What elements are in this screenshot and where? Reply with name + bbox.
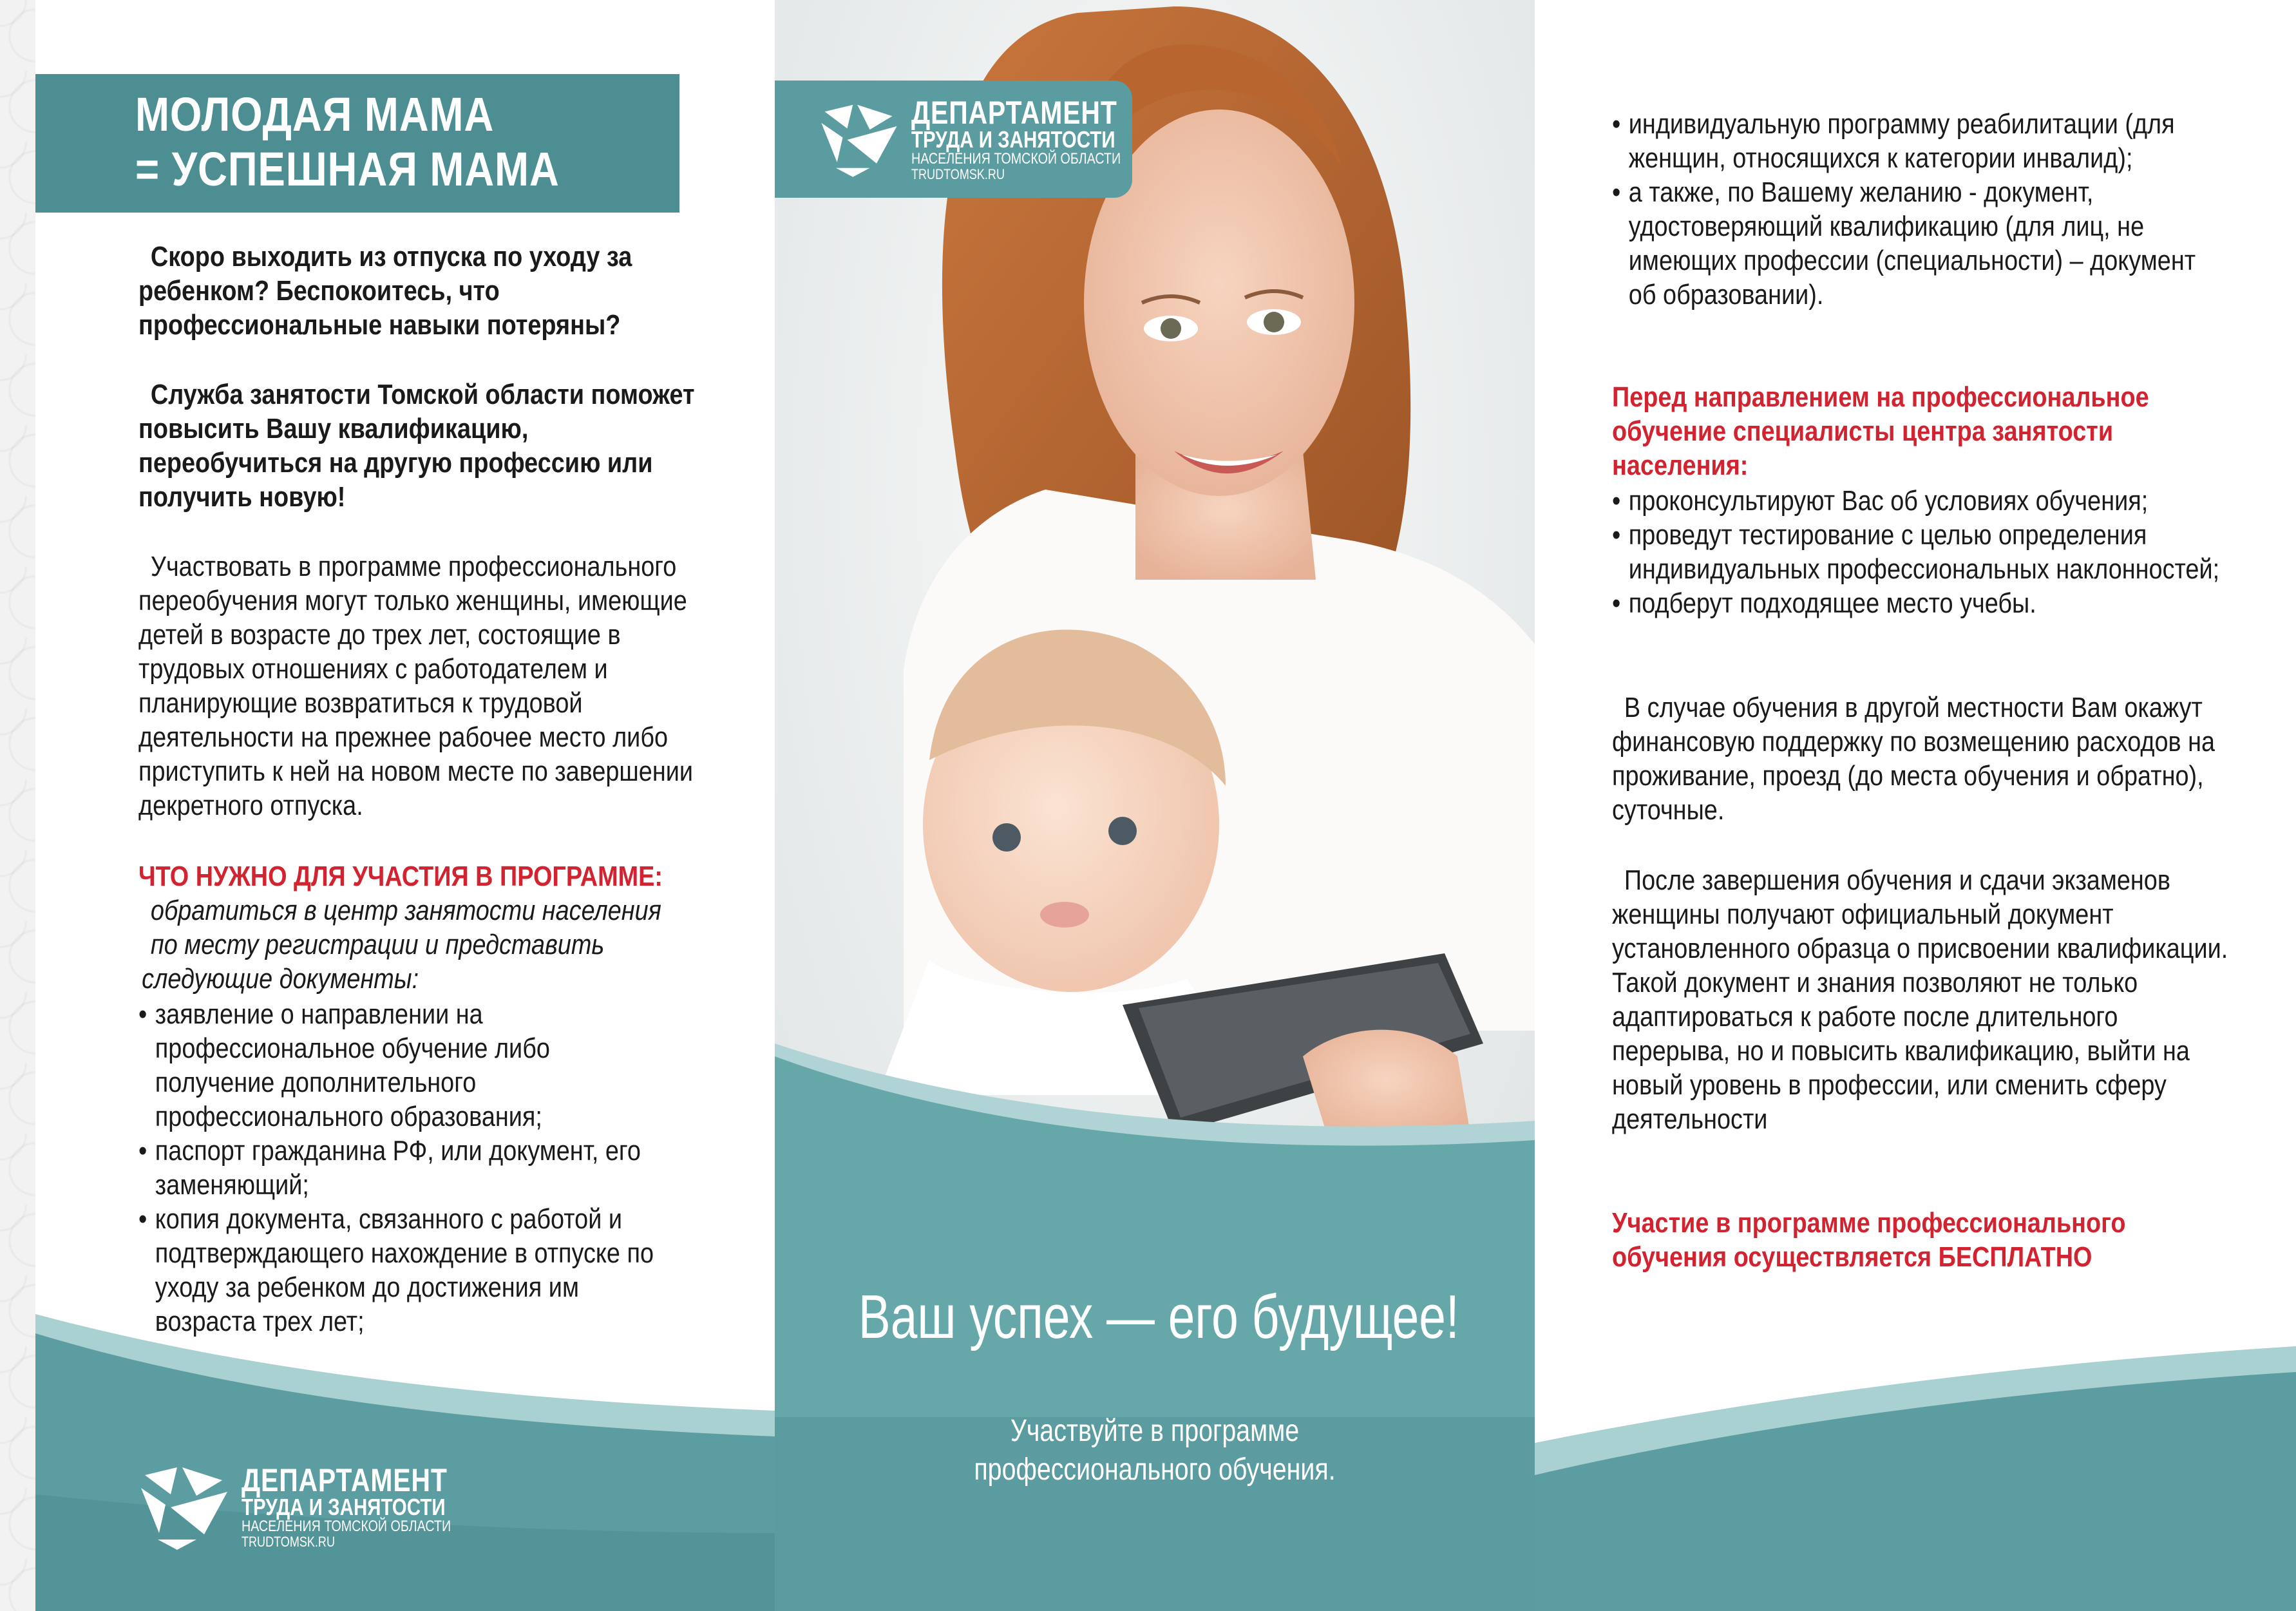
department-emblem-icon bbox=[813, 95, 904, 185]
documents-list-continued bbox=[1612, 107, 2205, 312]
logo-text bbox=[242, 1462, 451, 1550]
logo-line-1: ДЕПАРТАМЕНТ bbox=[242, 1462, 448, 1498]
intro-question: Скоро выходить из отпуска по уходу за ребенком? Беспокоитесь, что профессиональные навыки потеряны? bbox=[138, 241, 632, 341]
free-participation-word: БЕСПЛАТНО bbox=[1938, 1241, 2092, 1273]
call-to-action-line-1: Участвуйте в программе bbox=[1010, 1414, 1300, 1448]
eligibility-text: Участвовать в программе профессионального переобучения могут только женщины, имеющие детей в возрасте до трех лет, состоящие в трудовых отношениях с работодателем и планирующие возвратиться к трудовой деятельности на прежнее рабочее место либо приступить к ней на новом месте по завершении декретного отпуска. bbox=[138, 551, 693, 821]
list-item: • проведут тестирование с целью определения индивидуальных профессиональных наклонностей; bbox=[1612, 518, 2238, 586]
list-item: • заявление о направлении на профессиональное обучение либо получение дополнительного профессионального образования; bbox=[138, 997, 670, 1134]
middle-panel bbox=[775, 0, 1535, 1611]
financial-support-text: В случае обучения в другой местности Вам окажут финансовую поддержку по возмещению расходов на проживание, проезд (до места обучения и обратно), суточные. bbox=[1612, 692, 2215, 826]
list-item: • копия документа, связанного с работой и подтверждающего нахождение в отпуске по уходу за ребенком до достижения им возраста трех лет; bbox=[138, 1202, 670, 1339]
title-line-2: = УСПЕШНАЯ МАМА bbox=[135, 142, 560, 196]
mother-and-baby-photo bbox=[775, 0, 1535, 1611]
after-training-text: После завершения обучения и сдачи экзаменов женщины получают официальный документ установленного образца о присвоении квалификации. Такой документ и знания позволяют не только адаптироваться к работе после длительного перерыва, но и повысить квалификацию, выйти на новый уровень в профессии, или сменить сферу деятельности bbox=[1612, 864, 2228, 1135]
slogan: Ваш успех — его будущее! bbox=[858, 1282, 1459, 1351]
list-item: • подберут подходящее место учебы. bbox=[1612, 586, 2238, 620]
logo-text bbox=[911, 97, 1121, 182]
documents-list bbox=[138, 997, 670, 1339]
department-logo-top bbox=[775, 81, 1132, 198]
before-training-list bbox=[1612, 484, 2238, 620]
left-panel bbox=[35, 0, 775, 1611]
title-line-1: МОЛОДАЯ МАМА bbox=[135, 88, 495, 141]
list-item: • а также, по Вашему желанию - документ, удостоверяющий квалификацию (для лиц, не имеющих профессии (специальности) – документ об образовании). bbox=[1612, 175, 2205, 312]
requirements-heading: ЧТО НУЖНО ДЛЯ УЧАСТИЯ В ПРОГРАММЕ: bbox=[138, 861, 663, 892]
logo-line-4: TRUDTOMSK.RU bbox=[242, 1534, 335, 1550]
logo-line-4: TRUDTOMSK.RU bbox=[911, 166, 1005, 182]
requirements-intro-line-3: следующие документы: bbox=[142, 963, 419, 995]
logo-line-3: НАСЕЛЕНИЯ ТОМСКОЙ ОБЛАСТИ bbox=[242, 1518, 451, 1535]
service-help-text: Служба занятости Томской области поможет повысить Вашу квалификацию, переобучиться на другую профессию или получить новую! bbox=[138, 379, 695, 513]
department-logo-bottom bbox=[132, 1462, 497, 1552]
call-to-action-line-2: профессионального обучения. bbox=[974, 1453, 1336, 1487]
requirements-intro-line-2: по месту регистрации и представить bbox=[150, 929, 605, 960]
call-to-action bbox=[843, 1412, 1466, 1489]
list-item: • индивидуальную программу реабилитации (для женщин, относящихся к категории инвалид); bbox=[1612, 107, 2205, 175]
right-panel bbox=[1535, 0, 2296, 1611]
requirements-intro bbox=[138, 893, 748, 996]
free-participation-text: Участие в программе профессионального обучения осуществляется bbox=[1612, 1207, 2126, 1273]
before-training-heading: Перед направлением на профессиональное обучение специалисты центра занятости населения: bbox=[1612, 381, 2149, 481]
list-item: • паспорт гражданина РФ, или документ, его заменяющий; bbox=[138, 1134, 670, 1202]
logo-line-2: ТРУДА И ЗАНЯТОСТИ bbox=[242, 1494, 446, 1520]
list-item: • проконсультируют Вас об условиях обучения; bbox=[1612, 484, 2238, 518]
logo-line-1: ДЕПАРТАМЕНТ bbox=[911, 95, 1117, 131]
logo-line-2: ТРУДА И ЗАНЯТОСТИ bbox=[911, 126, 1115, 153]
logo-line-3: НАСЕЛЕНИЯ ТОМСКОЙ ОБЛАСТИ bbox=[911, 150, 1121, 167]
free-participation-note bbox=[1612, 1206, 2166, 1274]
department-emblem-icon bbox=[132, 1462, 235, 1552]
title-banner bbox=[35, 74, 679, 213]
requirements-intro-line-1: обратиться в центр занятости населения bbox=[150, 895, 661, 926]
